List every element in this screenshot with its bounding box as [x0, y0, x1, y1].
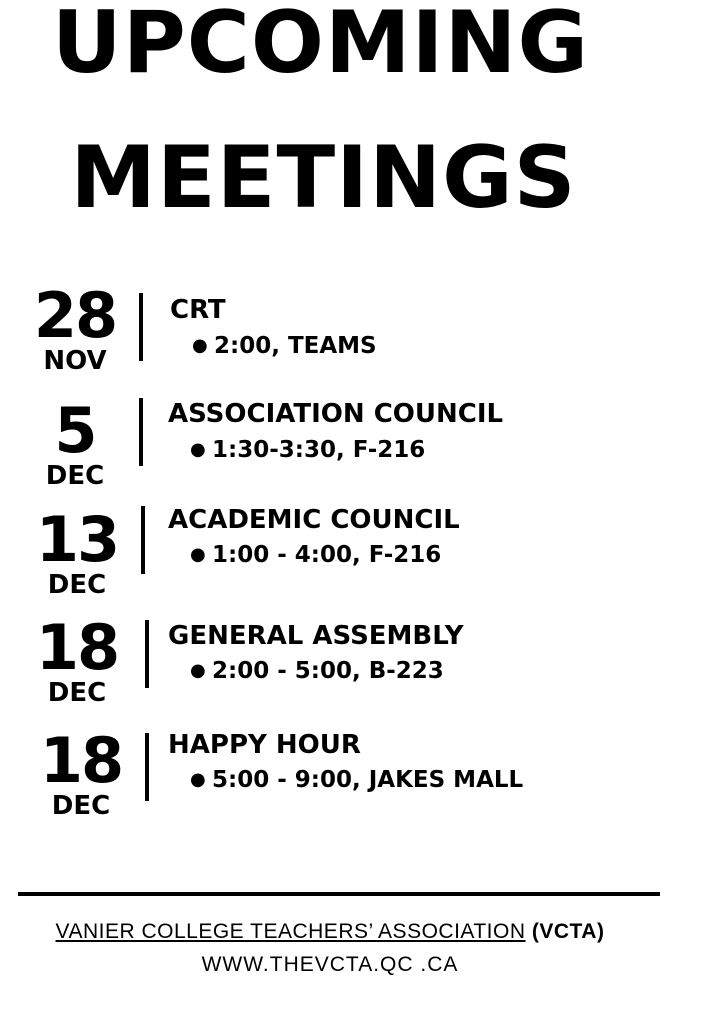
meeting-month: DEC — [47, 570, 107, 600]
meeting-title: ACADEMIC COUNCIL — [168, 505, 460, 535]
meeting-date — [22, 503, 132, 600]
meeting-item — [0, 724, 701, 821]
bullet-icon: ● — [190, 544, 206, 565]
meeting-day: 28 — [33, 279, 117, 352]
meeting-date — [20, 394, 130, 491]
divider-bar — [145, 620, 149, 688]
meeting-day: 18 — [39, 724, 123, 797]
bullet-icon: ● — [192, 335, 208, 356]
meeting-date — [22, 611, 132, 708]
meeting-detail: ● 1:30-3:30, F-216 — [190, 437, 426, 463]
meeting-title: ASSOCIATION COUNCIL — [168, 399, 504, 429]
bullet-icon: ● — [190, 439, 206, 460]
organization-abbreviation: (VCTA) — [531, 920, 605, 943]
divider-bar — [139, 398, 143, 466]
meeting-day: 13 — [35, 503, 119, 576]
meeting-detail: ● 5:00 - 9:00, JAKES MALL — [190, 767, 524, 793]
meeting-item — [0, 611, 701, 708]
meeting-day: 5 — [54, 394, 96, 467]
meeting-detail: ● 2:00 - 5:00, B-223 — [190, 658, 444, 684]
meeting-month: NOV — [43, 346, 107, 376]
footer-website: WWW.THEVCTA.QC .CA — [201, 953, 459, 976]
divider-bar — [145, 733, 149, 801]
divider-bar — [141, 506, 145, 574]
bullet-icon: ● — [190, 769, 206, 790]
title-line-1: UPCOMING — [51, 0, 590, 93]
meeting-month: DEC — [51, 791, 111, 821]
meeting-item — [0, 394, 701, 491]
meeting-month: DEC — [45, 461, 105, 491]
organization-name: VANIER COLLEGE TEACHERS’ ASSOCIATION — [55, 920, 526, 943]
meeting-detail: ● 2:00, TEAMS — [192, 333, 377, 359]
divider-bar — [139, 293, 143, 361]
meeting-title: CRT — [170, 295, 226, 325]
meeting-item — [0, 279, 701, 376]
footer-divider — [18, 892, 660, 896]
title-line-2: MEETINGS — [70, 128, 577, 228]
meeting-detail: ● 1:00 - 4:00, F-216 — [190, 542, 442, 568]
meeting-item — [0, 503, 701, 600]
meeting-title: HAPPY HOUR — [168, 730, 361, 760]
meeting-month: DEC — [47, 678, 107, 708]
meeting-date — [20, 279, 130, 376]
bullet-icon: ● — [190, 660, 206, 681]
meeting-title: GENERAL ASSEMBLY — [168, 621, 464, 651]
meeting-day: 18 — [35, 611, 119, 684]
meeting-date — [26, 724, 136, 821]
footer-organization — [0, 920, 660, 944]
